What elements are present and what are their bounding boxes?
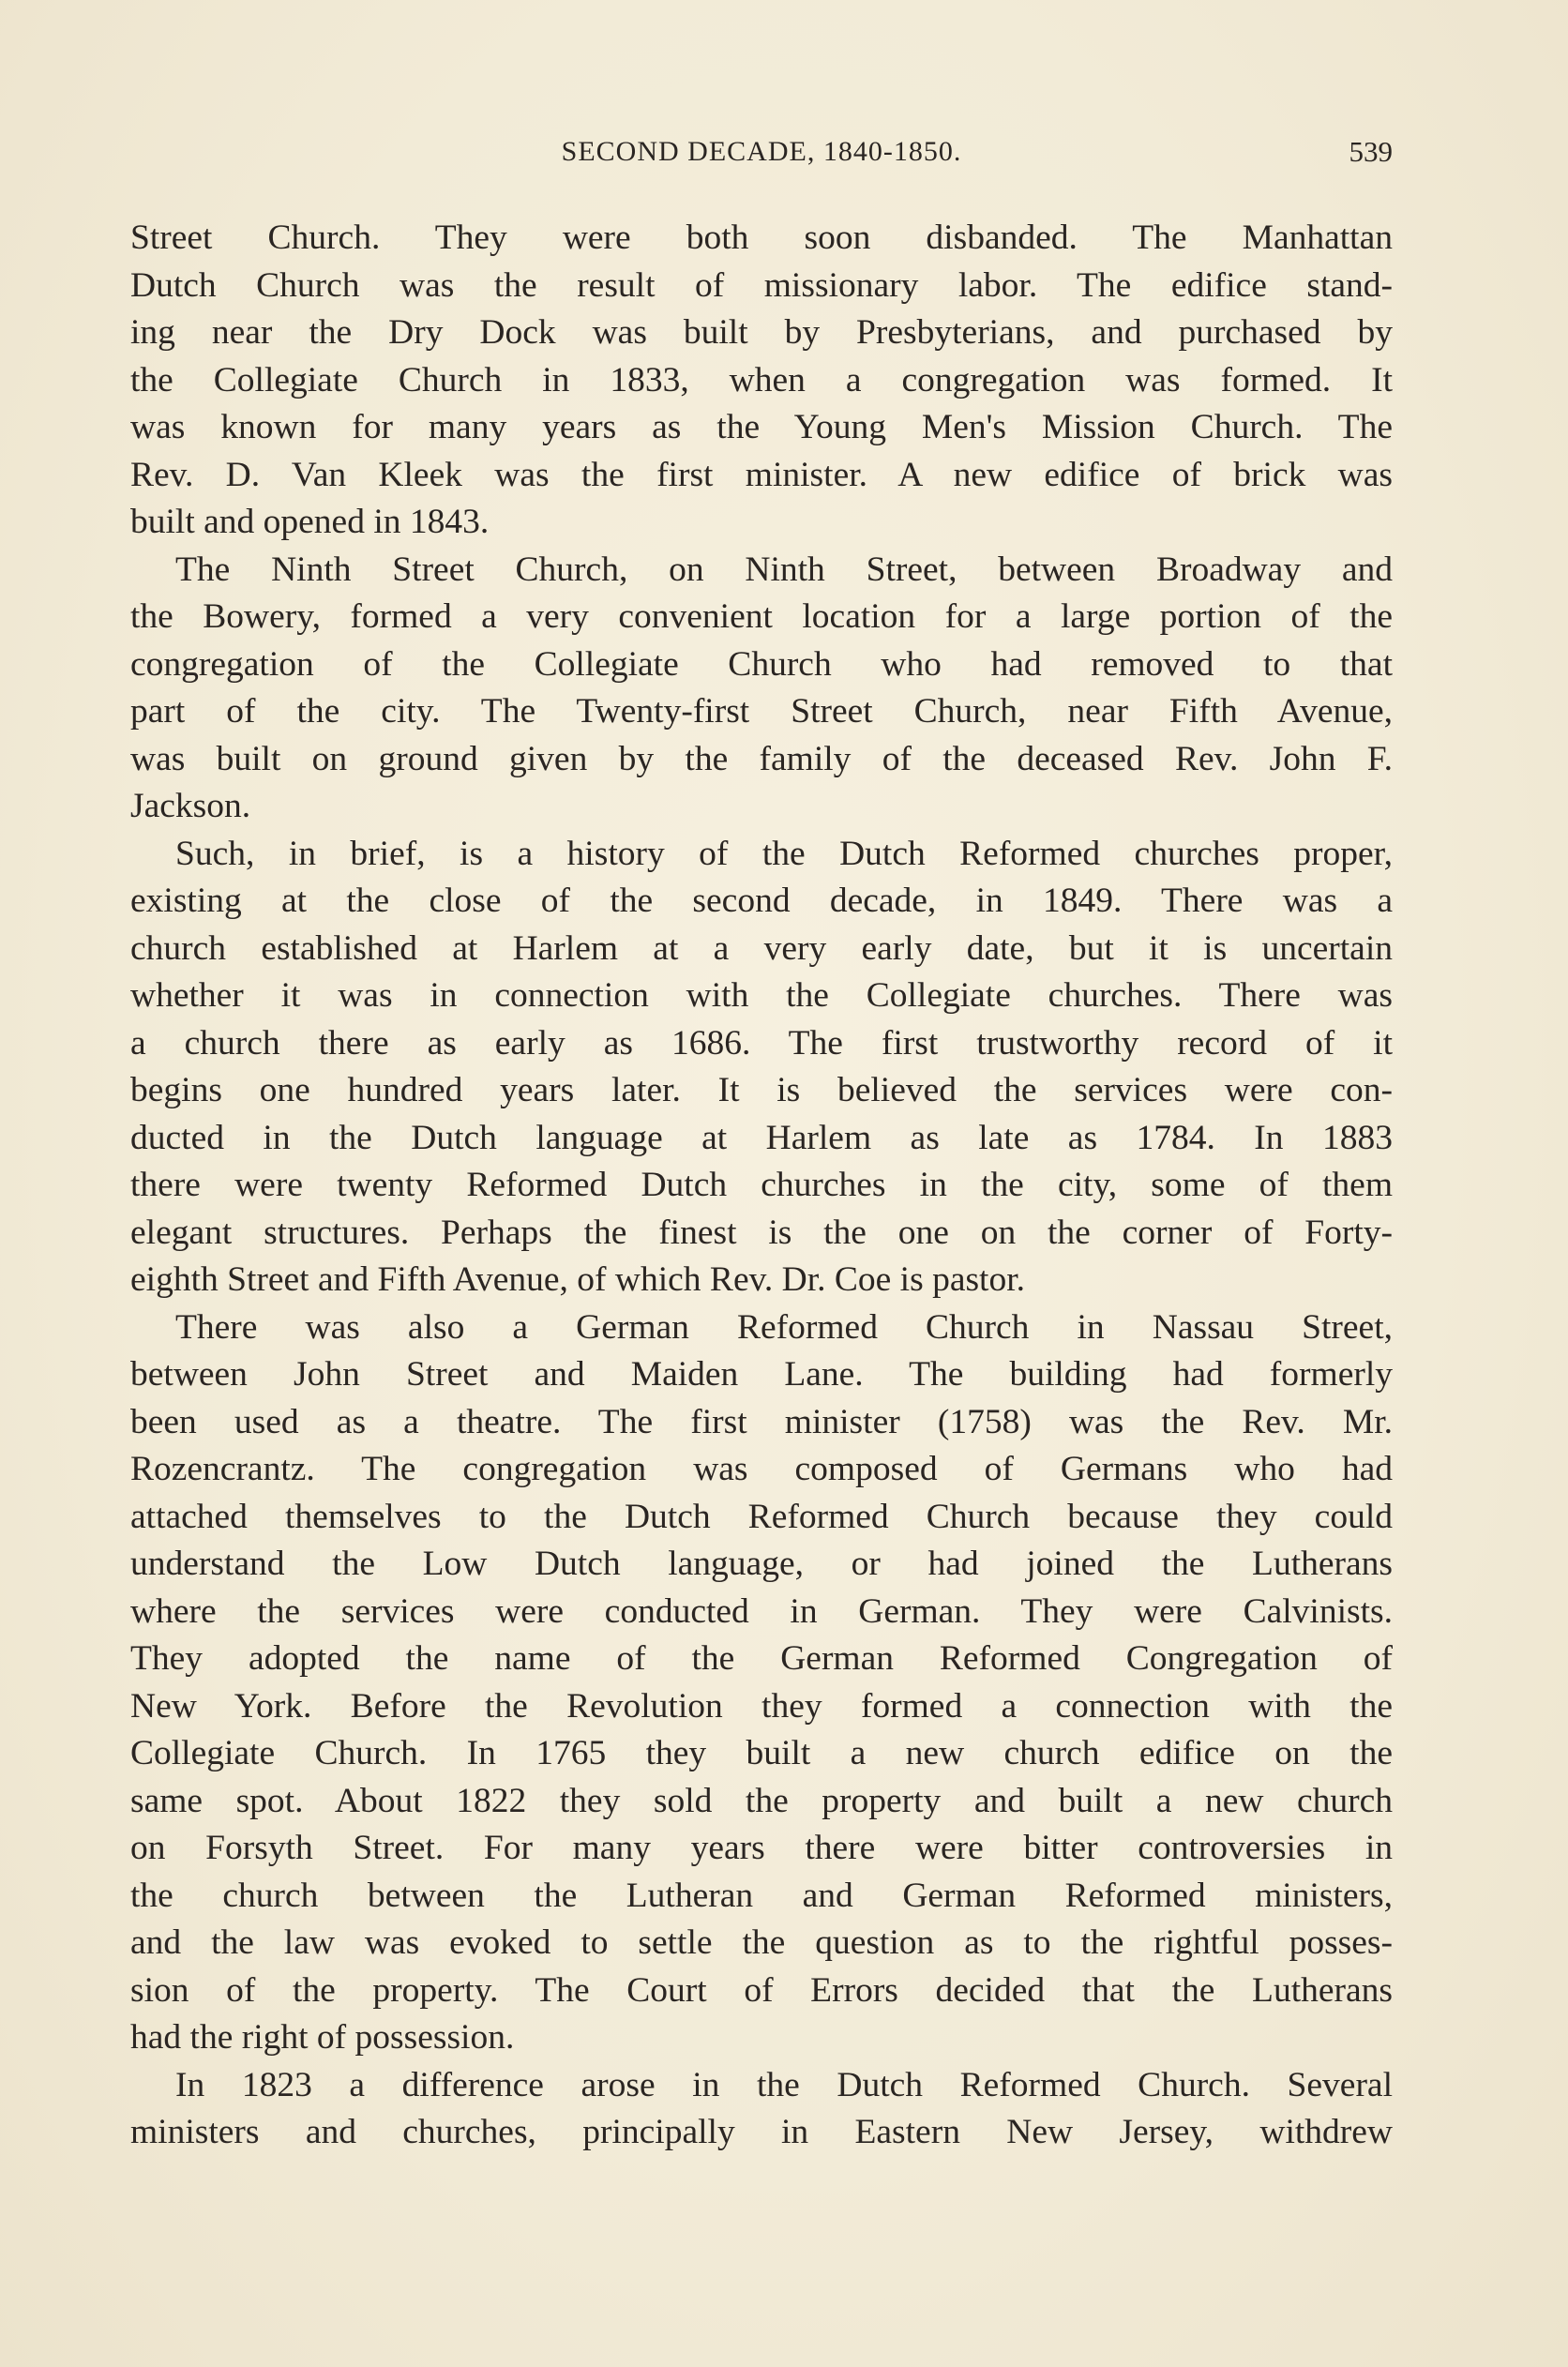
text-line: there were twenty Reformed Dutch churches in the city, some of them [130, 1166, 1393, 1204]
text-line: where the services were conducted in German. They were Calvinists. [130, 1591, 1393, 1631]
running-title: SECOND DECADE, 1840-1850. [561, 136, 962, 167]
text-line: ing near the Dry Dock was built by Presbyterians, and purchased by [130, 313, 1393, 352]
text-line: Jackson. [130, 787, 251, 825]
text-line: was built on ground given by the family of the deceased Rev. John F. [130, 739, 1393, 778]
text-line: Such, in brief, is a history of the Dutch Reformed churches proper, [175, 834, 1393, 873]
text-line: between John Street and Maiden Lane. The building had formerly [130, 1355, 1393, 1394]
text-line: built and opened in 1843. [130, 503, 490, 541]
text-line: church established at Harlem at a very early date, but it is uncertain [130, 928, 1393, 968]
text-line: Collegiate Church. In 1765 they built a new church edifice on the [130, 1734, 1393, 1772]
text-line: In 1823 a difference arose in the Dutch Reformed Church. Several [175, 2065, 1393, 2104]
running-head [130, 129, 1393, 174]
page-number: 539 [1349, 135, 1393, 168]
text-line: Rev. D. Van Kleek was the first minister. A new edifice of brick was [130, 455, 1393, 494]
text-line: the Bowery, formed a very convenient location for a large portion of the [130, 597, 1393, 636]
text-line: whether it was in connection with the Collegiate churches. There was [130, 976, 1393, 1015]
text-line: been used as a theatre. The first minister (1758) was the Rev. Mr. [130, 1402, 1393, 1441]
text-line: Street Church. They were both soon disbanded. The Manhattan [130, 219, 1393, 257]
text-line: existing at the close of the second decade, in 1849. There was a [130, 882, 1393, 920]
text-line: ducted in the Dutch language at Harlem as late as 1784. In 1883 [130, 1118, 1393, 1157]
text-line: New York. Before the Revolution they formed a connection with the [130, 1686, 1393, 1726]
text-line: had the right of possession. [130, 2018, 515, 2057]
text-line: understand the Low Dutch language, or had joined the Lutherans [130, 1545, 1393, 1583]
text-line: Dutch Church was the result of missionary labor. The edifice stand- [130, 265, 1393, 305]
text-line: was known for many years as the Young Men's Mission Church. The [130, 408, 1393, 446]
text-line: and the law was evoked to settle the question as to the rightful posses- [130, 1923, 1393, 1962]
text-line: elegant structures. Perhaps the finest is the one on the corner of Forty- [130, 1213, 1393, 1252]
text-line: part of the city. The Twenty-first Street Church, near Fifth Avenue, [130, 692, 1393, 731]
text-line: Rozencrantz. The congregation was composed of Germans who had [130, 1450, 1393, 1488]
body-text [130, 215, 1393, 2157]
text-line: There was also a German Reformed Church in Nassau Street, [175, 1307, 1393, 1347]
text-line: sion of the property. The Court of Errors decided that the Lutherans [130, 1970, 1393, 2010]
text-line: They adopted the name of the German Reformed Congregation of [130, 1639, 1393, 1678]
text-line: the church between the Lutheran and German Reformed ministers, [130, 1876, 1393, 1915]
text-line: on Forsyth Street. For many years there were bitter controversies in [130, 1829, 1393, 1867]
text-line: same spot. About 1822 they sold the property and built a new church [130, 1781, 1393, 1820]
text-line: begins one hundred years later. It is believed the services were con- [130, 1071, 1393, 1109]
text-line: the Collegiate Church in 1833, when a congregation was formed. It [130, 360, 1393, 400]
text-line: a church there as early as 1686. The first trustworthy record of it [130, 1023, 1393, 1063]
text-line: The Ninth Street Church, on Ninth Street, between Broadway and [175, 550, 1393, 589]
text-line: attached themselves to the Dutch Reformed Church because they could [130, 1497, 1393, 1536]
text-line: congregation of the Collegiate Church who had removed to that [130, 644, 1393, 684]
text-line: ministers and churches, principally in Eastern New Jersey, withdrew [130, 2113, 1393, 2151]
text-line: eighth Street and Fifth Avenue, of which Rev. Dr. Coe is pastor. [130, 1260, 1026, 1299]
